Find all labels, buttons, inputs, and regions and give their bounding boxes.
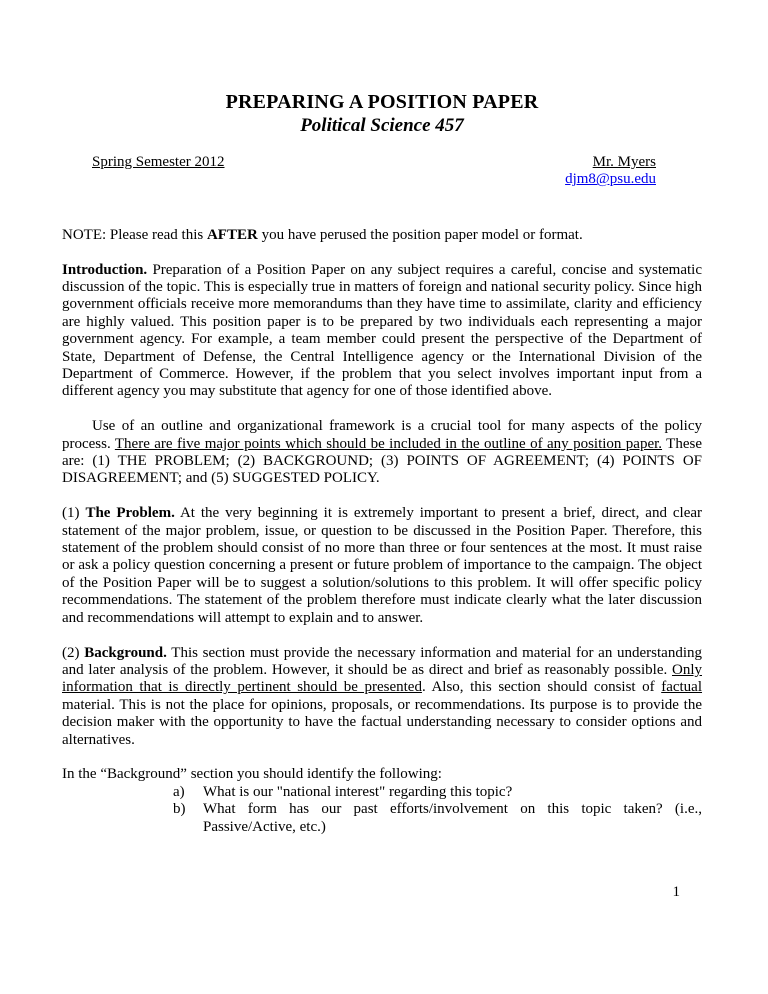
instructor-name: Mr. Myers [592, 154, 656, 170]
header-meta [62, 154, 702, 189]
outline-underlined: There are five major points which should be included in the outline of any position paper. [114, 435, 663, 452]
list-item-label: b) [173, 801, 186, 818]
background-seg1: This section must provide the necessary information and material for an understanding and later analysis of the problem. However, it should be as direct and brief as reasonably possible. [62, 644, 703, 678]
background-seg2: . Also, this section should consist of [421, 679, 662, 696]
list-item [62, 784, 702, 801]
background-seg3: material. This is not the place for opinions, proposals, or recommendations. Its purpose is to provide the decision maker with the opportunity to have the factual understanding necessary to consider options and alternatives. [62, 696, 702, 748]
background-paragraph [62, 645, 702, 749]
problem-lead: The Problem. [85, 505, 175, 522]
page-number: 1 [672, 884, 680, 900]
list-item-text: What is our "national interest" regarding this topic? [203, 783, 513, 800]
note-prefix: NOTE: Please read this [62, 226, 207, 243]
background-list-intro: In the “Background” section you should identify the following: [62, 766, 442, 783]
author-block [565, 154, 656, 189]
email-link[interactable]: djm8@psu.edu [565, 171, 656, 188]
list-item-label: a) [173, 783, 185, 800]
list-item [62, 801, 702, 836]
page-subtitle: Political Science 457 [300, 115, 464, 136]
intro-body: Preparation of a Position Paper on any subject requires a careful, concise and systematic discussion of the topic. This is especially true in matters of foreign and national security policy. Since high government officials receive more memorandums than they have time to assimilate, clarity and efficiency are highly valued. This position paper is to be prepared by two individuals each representing a major government agency. For example, a team member could present the perspective of the Department of State, Department of Defense, the Central Intelligence agency or the International Division of the Department of Commerce. However, if the problem that you select involves important input from a different agency you may substitute that agency for one of those identified above. [62, 261, 702, 400]
problem-number: (1) [62, 505, 86, 522]
outline-post: These are: (1) THE PROBLEM; (2) BACKGROUND; (3) POINTS OF AGREEMENT; (4) POINTS OF DISAGREEMENT; and (5) SUGGESTED POLICY. [62, 435, 702, 487]
background-underlined-2: factual [661, 679, 703, 696]
background-lead: Background. [84, 644, 167, 661]
background-checklist [62, 766, 702, 836]
intro-lead: Introduction. [62, 261, 148, 278]
problem-paragraph [62, 505, 702, 627]
outline-paragraph [62, 418, 702, 488]
semester-label: Spring Semester 2012 [92, 154, 225, 170]
background-underlined-1: Only information that is directly pertinent should be presented [62, 661, 702, 696]
note-suffix: you have perused the position paper model or format. [257, 226, 583, 243]
problem-body: At the very beginning it is extremely important to present a brief, direct, and clear statement of the major problem, issue, or question to be discussed in the Position Paper. Therefore, this statement of the problem should consist of no more than three or four sentences at the most. It must raise or ask a policy question concerning a present or future problem of importance to the campaign. The object of the Position Paper will be to suggest a solution/solutions to this problem. It will offer specific policy recommendations. The statement of the problem therefore must indicate clearly what the later discussion and recommendations will attempt to explain and to answer. [62, 505, 703, 626]
note-paragraph [62, 227, 702, 244]
list-item-text: What form has our past efforts/involvement on this topic taken? (i.e., Passive/Active, etc.) [203, 801, 702, 835]
note-emphasis: AFTER [206, 226, 258, 243]
page-title: PREPARING A POSITION PAPER [225, 91, 539, 113]
outline-pre: Use of an outline and organizational framework is a crucial tool for many aspects of the policy process. [62, 418, 702, 452]
background-number: (2) [62, 644, 85, 661]
intro-paragraph [62, 262, 702, 401]
